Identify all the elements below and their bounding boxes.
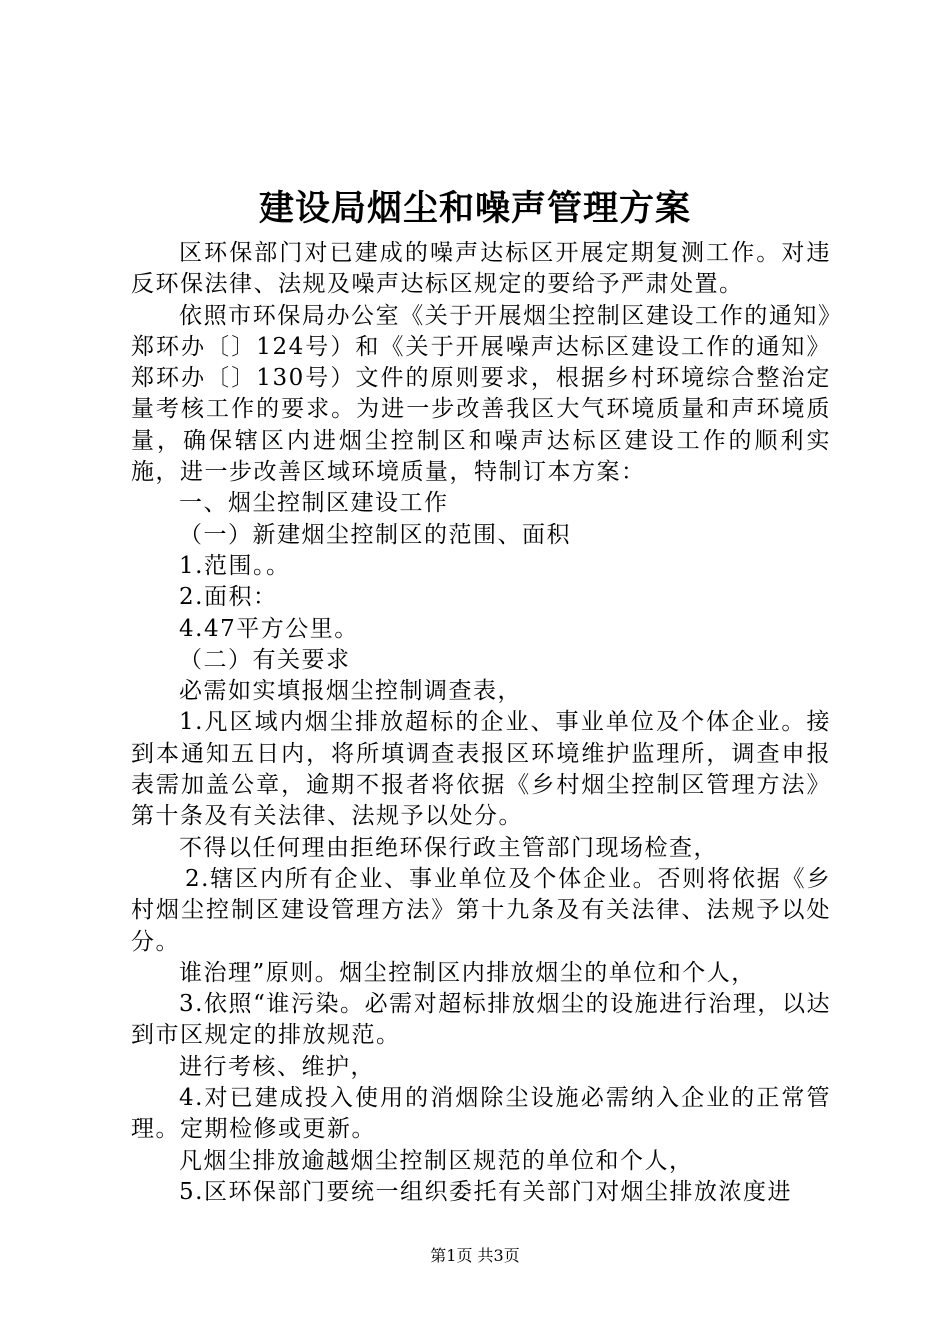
paragraph: 依照市环保局办公室《关于开展烟尘控制区建设工作的通知》郑环办〔〕124号）和《关于开展噪声达标区建设工作的通知》郑环办〔〕130号）文件的原则要求，根据乡村环境综合整治定量考核工作的要求。为进一步改善我区大气环境质量和声环境质量，确保辖区内进烟尘控制区和噪声达标区建设工作的顺利实施，进一步改善区域环境质量，特制订本方案： <box>131 302 831 486</box>
paragraph: 谁治理”原则。烟尘控制区内排放烟尘的单位和个人， <box>179 959 756 986</box>
list-item: 2.辖区内所有企业、事业单位及个体企业。否则将依据《乡村烟尘控制区建设管理方法》第十九条及有关法律、法规予以处分。 <box>131 865 831 955</box>
subsection-heading: （二）有关要求 <box>179 646 351 673</box>
section-heading: 一、烟尘控制区建设工作 <box>179 490 449 517</box>
paragraph: 4.47平方公里。 <box>179 615 359 642</box>
list-item: 1.范围。。 <box>179 552 291 579</box>
page-footer: 第1页 共3页 <box>430 1246 520 1265</box>
list-item: 4.对已建成投入使用的消烟除尘设施必需纳入企业的正常管理。定期检修或更新。 <box>131 1085 831 1143</box>
list-item: 2.面积： <box>179 584 278 611</box>
paragraph: 区环保部门对已建成的噪声达标区开展定期复测工作。对违反环保法律、法规及噪声达标区规定的要给予严肃处置。 <box>131 240 831 298</box>
paragraph: 必需如实填报烟尘控制调查表， <box>179 678 522 705</box>
paragraph: 进行考核、维护， <box>179 1053 375 1080</box>
subsection-heading: （一）新建烟尘控制区的范围、面积 <box>179 521 571 548</box>
paragraph: 凡烟尘排放逾越烟尘控制区规范的单位和个人， <box>179 1147 694 1174</box>
list-item: 3.依照“谁污染。必需对超标排放烟尘的设施进行治理，以达到市区规定的排放规范。 <box>131 991 831 1049</box>
list-item: 5.区环保部门要统一组织委托有关部门对烟尘排放浓度进 <box>179 1178 792 1205</box>
page-title: 建设局烟尘和噪声管理方案 <box>258 188 691 229</box>
list-item: 1.凡区域内烟尘排放超标的企业、事业单位及个体企业。接到本通知五日内，将所填调查表报区环境维护监理所，调查申报表需加盖公章，逾期不报者将依据《乡村烟尘控制区管理方法》第十条及有关法律、法规予以处分。 <box>131 709 831 830</box>
paragraph: 不得以任何理由拒绝环保行政主管部门现场检查， <box>179 834 718 861</box>
document-body <box>131 238 831 1208</box>
